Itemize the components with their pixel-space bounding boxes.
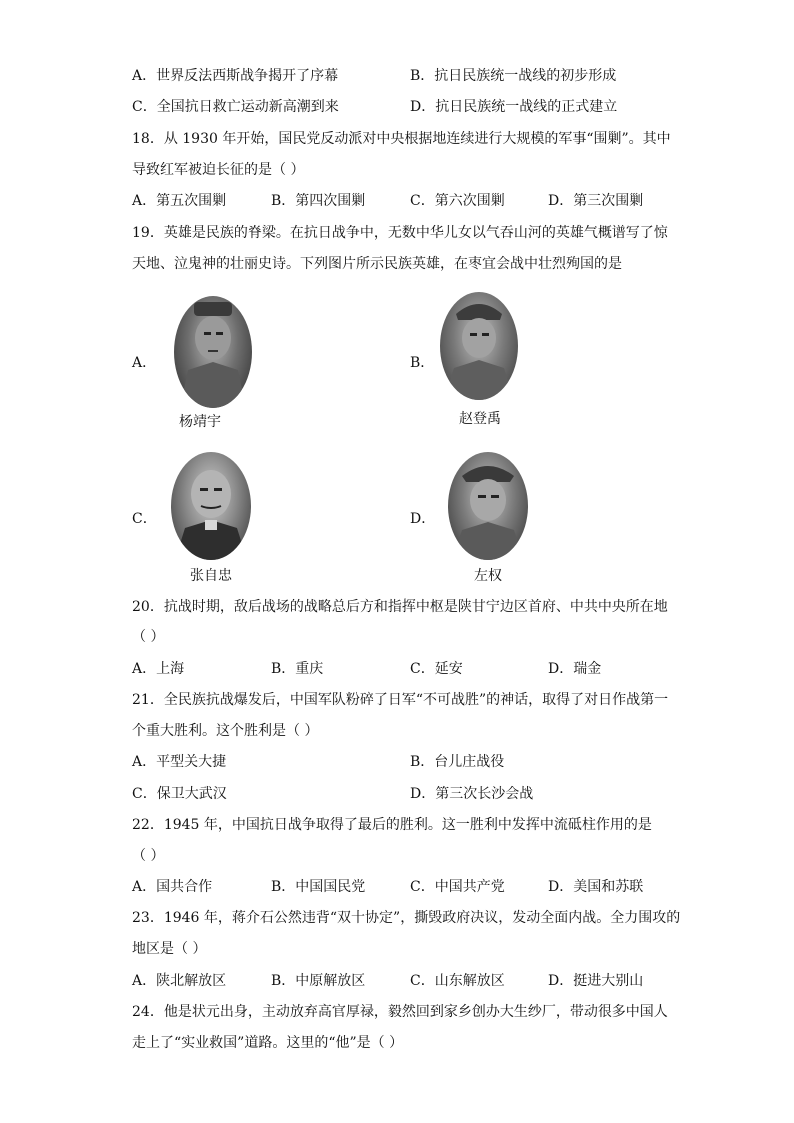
q23-stem-line1: 23．1946 年，蒋介石公然违背“双十协定”，撕毁政府决议，发动全面内战。全力围攻的 — [132, 910, 681, 926]
q21-option-d[interactable]: D．第三次长沙会战 — [410, 786, 534, 802]
q17-option-a[interactable]: A．世界反法西斯战争揭开了序幕 — [132, 68, 339, 84]
caption-zhao-dengyu: 赵登禹 — [459, 411, 501, 427]
q23-option-b[interactable]: B．中原解放区 — [271, 973, 366, 989]
q18-option-d[interactable]: D．第三次围剿 — [548, 193, 644, 209]
q22-option-c[interactable]: C．中国共产党 — [410, 879, 505, 895]
portrait-figure-icon — [174, 296, 252, 408]
portrait-figure-icon — [448, 452, 528, 560]
portrait-figure-icon — [171, 452, 251, 560]
q24-stem-line1: 24．他是状元出身，主动放弃高官厚禄，毅然回到家乡创办大生纱厂，带动很多中国人 — [132, 1004, 668, 1020]
q18-option-b[interactable]: B．第四次围剿 — [271, 193, 366, 209]
q23-option-c[interactable]: C．山东解放区 — [410, 973, 505, 989]
portrait-yang-jingyu — [174, 296, 252, 408]
q19-option-c-letter[interactable]: C． — [132, 511, 157, 527]
portrait-zuo-quan — [448, 452, 528, 560]
q22-option-d[interactable]: D．美国和苏联 — [548, 879, 644, 895]
q18-stem-line1: 18．从 1930 年开始，国民党反动派对中央根据地连续进行大规模的军事“围剿”。其中 — [132, 131, 671, 147]
q17-option-c[interactable]: C．全国抗日救亡运动新高潮到来 — [132, 99, 339, 115]
q20-option-c[interactable]: C．延安 — [410, 661, 463, 677]
q21-option-b[interactable]: B．台儿庄战役 — [410, 754, 505, 770]
q22-stem-line1: 22．1945 年，中国抗日战争取得了最后的胜利。这一胜利中发挥中流砥柱作用的是 — [132, 817, 652, 833]
q22-option-a[interactable]: A．国共合作 — [132, 879, 213, 895]
q22-option-b[interactable]: B．中国国民党 — [271, 879, 366, 895]
q20-option-b[interactable]: B．重庆 — [271, 661, 324, 677]
q21-option-c[interactable]: C．保卫大武汉 — [132, 786, 227, 802]
portrait-zhang-zizhong — [171, 452, 251, 560]
q19-stem-line2: 天地、泣鬼神的壮丽史诗。下列图片所示民族英雄，在枣宜会战中壮烈殉国的是 — [132, 256, 622, 272]
q20-stem-line1: 20．抗战时期，敌后战场的战略总后方和指挥中枢是陕甘宁边区首府、中共中央所在地 — [132, 599, 668, 615]
q23-option-a[interactable]: A．陕北解放区 — [132, 973, 227, 989]
q19-option-d-letter[interactable]: D． — [410, 511, 436, 527]
q22-stem-line2: （ ） — [132, 848, 165, 864]
portrait-zhao-dengyu — [440, 292, 518, 400]
q20-option-a[interactable]: A．上海 — [132, 661, 185, 677]
q24-stem-line2: 走上了“实业救国”道路。这里的“他”是（ ） — [132, 1035, 404, 1051]
q21-stem-line1: 21．全民族抗战爆发后，中国军队粉碎了日军“不可战胜”的神话，取得了对日作战第一 — [132, 692, 669, 708]
q17-option-b[interactable]: B．抗日民族统一战线的初步形成 — [410, 68, 617, 84]
q21-option-a[interactable]: A．平型关大捷 — [132, 754, 227, 770]
q23-option-d[interactable]: D．挺进大别山 — [548, 973, 644, 989]
portrait-figure-icon — [440, 292, 518, 400]
caption-zuo-quan: 左权 — [474, 568, 502, 584]
q18-option-c[interactable]: C．第六次围剿 — [410, 193, 505, 209]
q23-stem-line2: 地区是（ ） — [132, 941, 207, 957]
q20-stem-line2: （ ） — [132, 629, 165, 645]
q18-option-a[interactable]: A．第五次围剿 — [132, 193, 227, 209]
q17-option-d[interactable]: D．抗日民族统一战线的正式建立 — [410, 99, 618, 115]
caption-zhang-zizhong: 张自忠 — [190, 568, 232, 584]
q19-stem-line1: 19．英雄是民族的脊梁。在抗日战争中，无数中华儿女以气吞山河的英雄气概谱写了惊 — [132, 225, 668, 241]
caption-yang-jingyu: 杨靖宇 — [179, 414, 221, 430]
q21-stem-line2: 个重大胜利。这个胜利是（ ） — [132, 723, 319, 739]
q19-option-a-letter[interactable]: A． — [132, 355, 157, 371]
q18-stem-line2: 导致红军被迫长征的是（ ） — [132, 162, 305, 178]
q20-option-d[interactable]: D．瑞金 — [548, 661, 602, 677]
q19-option-b-letter[interactable]: B． — [410, 355, 435, 371]
